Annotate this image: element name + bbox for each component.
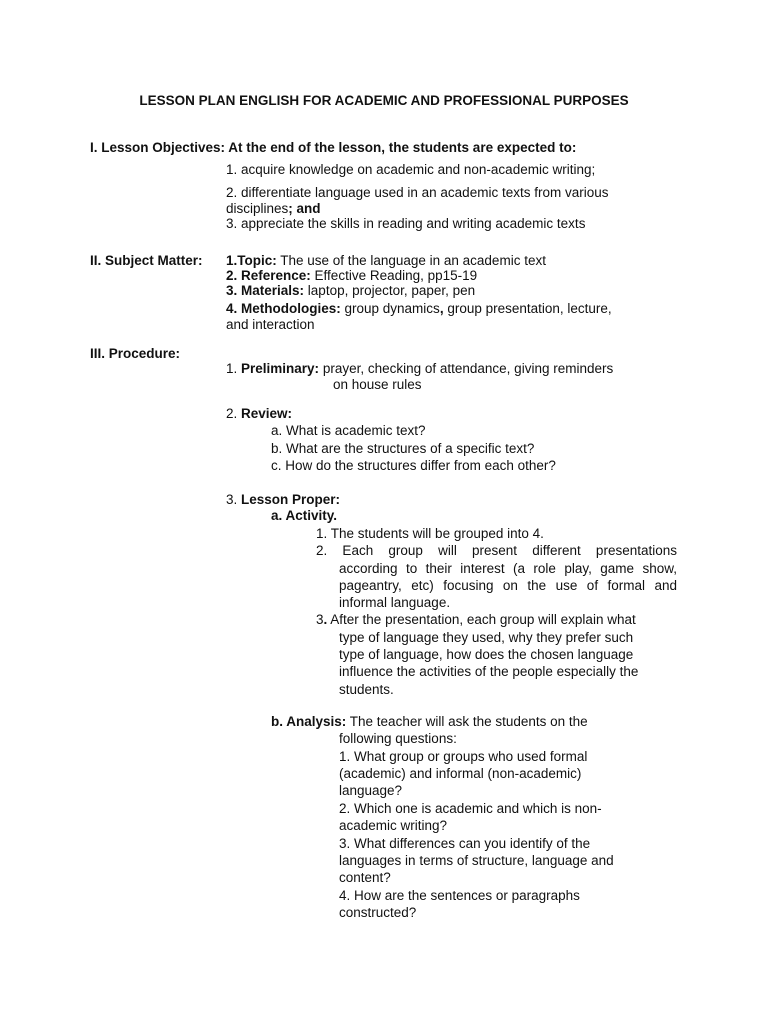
- methodologies-value: group dynamics: [340, 301, 440, 316]
- review-item: b. What are the structures of a specific text?: [271, 441, 535, 456]
- activity-item-cont: according to their interest (a role play, game show,: [339, 561, 677, 576]
- materials-value: laptop, projector, paper, pen: [304, 283, 476, 298]
- procedure-heading: III. Procedure:: [90, 346, 181, 361]
- activity-item: [316, 611, 636, 628]
- analysis-item: constructed?: [339, 905, 417, 920]
- activity-num: 3: [316, 612, 324, 627]
- reference-value: Effective Reading, pp15-19: [310, 268, 478, 283]
- activity-item-cont: students.: [339, 682, 394, 697]
- activity-item: 1. The students will be grouped into 4.: [316, 526, 544, 541]
- activity-dot: .: [323, 612, 328, 627]
- preliminary-num: 1.: [226, 361, 242, 376]
- analysis-heading: [271, 713, 588, 730]
- methodologies-label: 4. Methodologies:: [226, 301, 341, 316]
- analysis-intro-cont: following questions:: [339, 731, 457, 746]
- objectives-heading: I. Lesson Objectives: At the end of the lesson, the students are expected to:: [90, 140, 577, 155]
- topic-label: 1.Topic:: [226, 253, 277, 268]
- activity-item: 2. Each group will present different presentations: [316, 543, 677, 558]
- objective-text: disciplines: [226, 201, 289, 216]
- analysis-item: languages in terms of structure, language and: [339, 853, 614, 868]
- activity-label: a. Activity.: [271, 508, 338, 523]
- review-item: a. What is academic text?: [271, 423, 426, 438]
- review-num: 2.: [226, 406, 242, 421]
- subject-materials: [226, 282, 475, 299]
- analysis-intro: The teacher will ask the students on the: [346, 714, 588, 729]
- preliminary-label: Preliminary:: [241, 361, 320, 376]
- page-title: LESSON PLAN ENGLISH FOR ACADEMIC AND PROFESSIONAL PURPOSES: [139, 93, 629, 108]
- analysis-item: 3. What differences can you identify of the: [339, 836, 591, 851]
- analysis-item: 2. Which one is academic and which is non-: [339, 801, 602, 816]
- materials-label: 3. Materials:: [226, 283, 305, 298]
- review-heading: [226, 405, 292, 422]
- activity-text: After the presentation, each group will explain what: [327, 612, 636, 627]
- analysis-item: academic writing?: [339, 818, 448, 833]
- preliminary: [226, 360, 613, 377]
- analysis-label: b. Analysis:: [271, 714, 347, 729]
- analysis-item: language?: [339, 783, 403, 798]
- activity-item-cont: influence the activities of the people especially the: [339, 664, 639, 679]
- analysis-item: 1. What group or groups who used formal: [339, 749, 588, 764]
- objective-item: 1. acquire knowledge on academic and non-academic writing;: [226, 162, 596, 177]
- activity-item-cont: pageantry, etc) focusing on the use of formal and: [339, 578, 677, 593]
- topic-value: The use of the language in an academic text: [276, 253, 546, 268]
- methodologies-comma: ,: [439, 301, 444, 316]
- analysis-item: content?: [339, 870, 391, 885]
- review-label: Review:: [241, 406, 293, 421]
- lesson-label: Lesson Proper:: [241, 492, 341, 507]
- subject-heading: II. Subject Matter:: [90, 253, 203, 268]
- lesson-proper-heading: [226, 491, 340, 508]
- subject-methodologies-cont: and interaction: [226, 317, 315, 332]
- objective-text-bold: ; and: [288, 201, 321, 216]
- methodologies-value: group presentation, lecture,: [443, 301, 612, 316]
- objective-item: 2. differentiate language used in an academic texts from various: [226, 185, 609, 200]
- subject-methodologies: [226, 300, 612, 317]
- reference-label: 2. Reference:: [226, 268, 311, 283]
- analysis-item: (academic) and informal (non-academic): [339, 766, 582, 781]
- preliminary-value: prayer, checking of attendance, giving reminders: [319, 361, 614, 376]
- activity-item-cont: informal language.: [339, 595, 451, 610]
- preliminary-cont: on house rules: [333, 377, 422, 392]
- review-item: c. How do the structures differ from each other?: [271, 458, 556, 473]
- objective-item: 3. appreciate the skills in reading and writing academic texts: [226, 216, 586, 231]
- analysis-item: 4. How are the sentences or paragraphs: [339, 888, 580, 903]
- lesson-num: 3.: [226, 492, 242, 507]
- activity-item-cont: type of language they used, why they prefer such: [339, 630, 634, 645]
- activity-item-cont: type of language, how does the chosen language: [339, 647, 634, 662]
